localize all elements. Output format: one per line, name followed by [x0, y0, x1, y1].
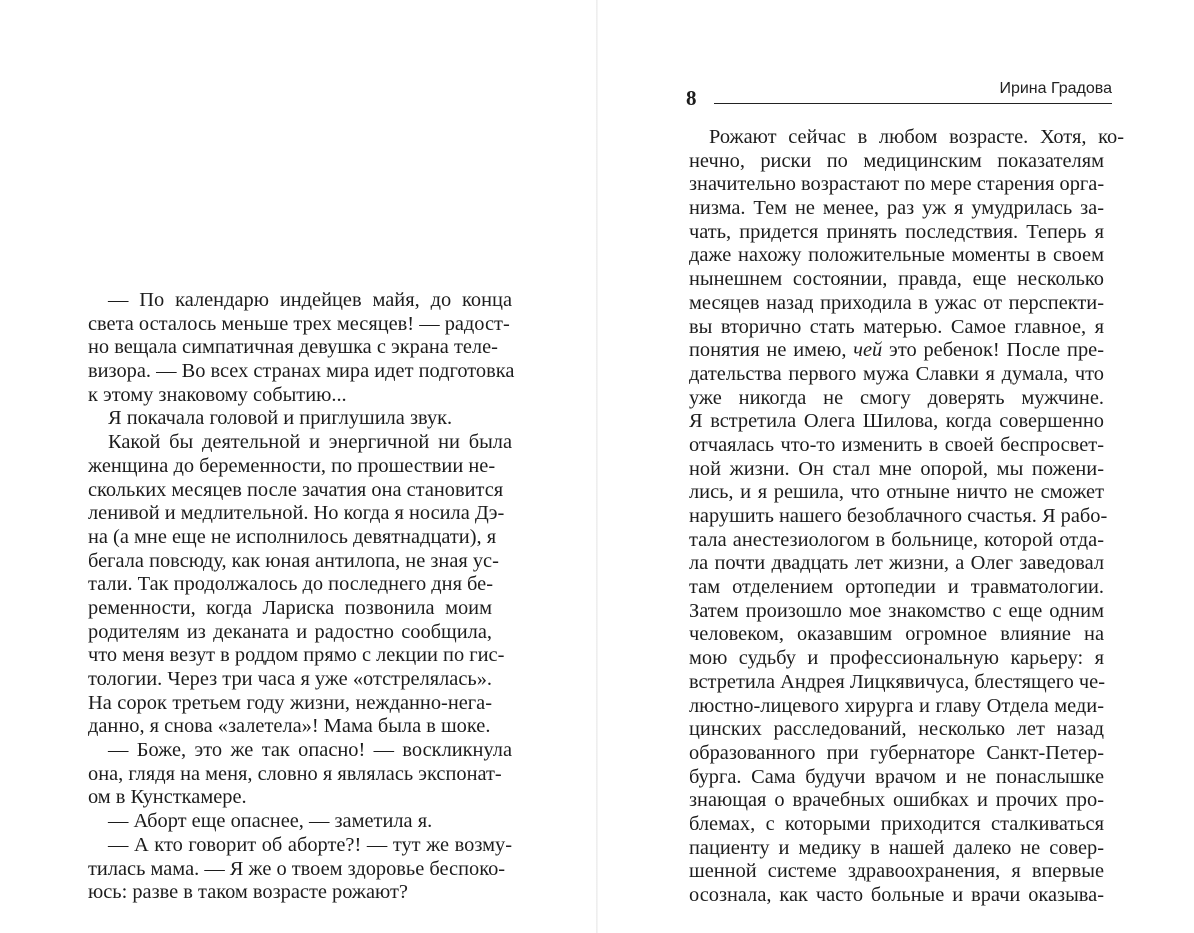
text-line: ленивой и медлительной. Но когда я носила Дэ- — [88, 502, 505, 525]
emphasized-word: чей — [853, 339, 883, 362]
text-line: — Аборт еще опаснее, — заметила я. — [108, 810, 433, 833]
text-line: мою судьбу и профессиональную карьеру: я — [689, 647, 1104, 670]
text-line: бурга. Сама будучи врачом и не понаслышке — [689, 765, 1104, 788]
text-line: Затем произошло мое знакомство с еще одним — [689, 599, 1104, 622]
text-line: там отделением ортопедии и травматологии. — [689, 576, 1104, 599]
text-line: встретила Андрея Лицкявичуса, блестящего че- — [689, 670, 1105, 693]
text-line: родителям из деканата и радостно сообщила, — [88, 620, 492, 643]
text-line: дательства первого мужа Славки я думала, что — [689, 362, 1104, 385]
text-line: — По календарю индейцев майя, до конца — [108, 289, 512, 311]
text-line: тилась мама. — Я же о твоем здоровье беспоко- — [88, 857, 506, 880]
text-line: ла почти двадцать лет жизни, а Олег заведовал — [689, 552, 1104, 575]
text-line: уже никогда не смогу доверять мужчине. — [689, 386, 1104, 409]
text-line: нынешнем состоянии, правда, еще несколько — [689, 268, 1104, 291]
text-line: значительно возрастают по мере старения орга- — [689, 173, 1105, 196]
text-line: На сорок третьем году жизни, нежданно-нега- — [88, 691, 492, 714]
text-line: женщина до беременности, по прошествии не- — [88, 454, 496, 477]
page-number: 8 — [686, 86, 697, 110]
text-line: человеком, оказавшим огромное влияние на — [689, 623, 1104, 646]
left-page-text — [88, 289, 515, 905]
text-line: нарушить нашего безоблачного счастья. Я рабо- — [689, 505, 1108, 527]
text-line-segment: это ребенок! После пре- — [882, 339, 1104, 362]
text-line: скольких месяцев после зачатия она становится — [88, 478, 504, 501]
text-line: но вещала симпатичная девушка с экрана теле- — [88, 336, 498, 359]
text-line: тологии. Через три часа я уже «отстрелялась». — [88, 668, 492, 690]
right-page — [598, 0, 1194, 933]
header-rule — [714, 103, 1112, 104]
text-line: блемах, с которыми приходится сталкиваться — [689, 812, 1104, 835]
text-line — [689, 339, 1104, 363]
text-line: бегала повсюду, как юная антилопа, не зная ус- — [88, 549, 499, 572]
text-line: отчаялась что-то изменить в своей беспросвет- — [689, 433, 1104, 456]
text-line: она, глядя на меня, словно я являлась экспонат- — [88, 762, 502, 785]
text-line: осознала, как часто больные и врачи оказыва- — [689, 884, 1104, 906]
text-line: чать, придется принять последствия. Теперь я — [689, 220, 1104, 243]
text-line: знающая о врачебных ошибках и прочих про- — [689, 789, 1104, 812]
right-page-text — [689, 126, 1124, 908]
text-line: к этому знаковому событию... — [88, 383, 347, 406]
text-line: люстно-лицевого хирурга и главу Отдела меди- — [689, 694, 1104, 717]
text-line: ной жизни. Он стал мне опорой, мы пожени- — [689, 457, 1104, 480]
text-line: — Боже, это же так опасно! — воскликнула — [108, 739, 512, 762]
text-line: лись, и я решила, что отныне ничто не сможет — [689, 481, 1104, 504]
text-line: низма. Тем не менее, раз уж я умудрилась за- — [689, 197, 1104, 220]
text-line: пациенту и медику в нашей далеко не совер- — [689, 836, 1104, 859]
text-line: месяцев назад приходила в ужас от перспекти- — [689, 291, 1104, 314]
text-line: Рожают сейчас в любом возрасте. Хотя, ко- — [709, 126, 1124, 148]
text-line-segment: понятия не имею, — [689, 339, 854, 362]
text-line: на (а мне еще не исполнилось девятнадцати), я — [88, 525, 497, 548]
text-line: нечно, риски по медицинским показателям — [689, 149, 1104, 172]
text-line: ом в Кунсткамере. — [88, 786, 247, 809]
text-line: вы вторично стать матерью. Самое главное, я — [689, 315, 1104, 338]
running-head-author: Ирина Градова — [999, 80, 1112, 97]
text-line: визора. — Во всех странах мира идет подготовка — [88, 360, 515, 383]
text-line: — А кто говорит об аборте?! — тут же возму- — [108, 833, 512, 856]
text-line: образованного при губернаторе Санкт-Петер- — [689, 741, 1104, 764]
text-line: ременности, когда Лариска позвонила моим — [88, 596, 492, 619]
text-line: даже нахожу положительные моменты в своем — [689, 244, 1104, 267]
text-line: шенной системе здравоохранения, я впервые — [689, 860, 1104, 883]
text-line: юсь: разве в таком возрасте рожают? — [88, 881, 408, 904]
text-line: Какой бы деятельной и энергичной ни была — [108, 431, 512, 454]
text-line: Я покачала головой и приглушила звук. — [108, 407, 453, 430]
text-line: света осталось меньше трех месяцев! — радост- — [88, 312, 510, 335]
text-line: тала анестезиологом в больнице, которой отда- — [689, 528, 1104, 551]
text-line: данно, я снова «залетела»! Мама была в шоке. — [88, 715, 491, 738]
text-line: цинских расследований, несколько лет назад — [689, 718, 1104, 741]
text-line: Я встретила Олега Шилова, когда совершенно — [689, 410, 1104, 433]
text-line: тали. Так продолжалось до последнего дня бе- — [88, 573, 493, 596]
text-line: что меня везут в роддом прямо с лекции по гис- — [88, 644, 505, 667]
